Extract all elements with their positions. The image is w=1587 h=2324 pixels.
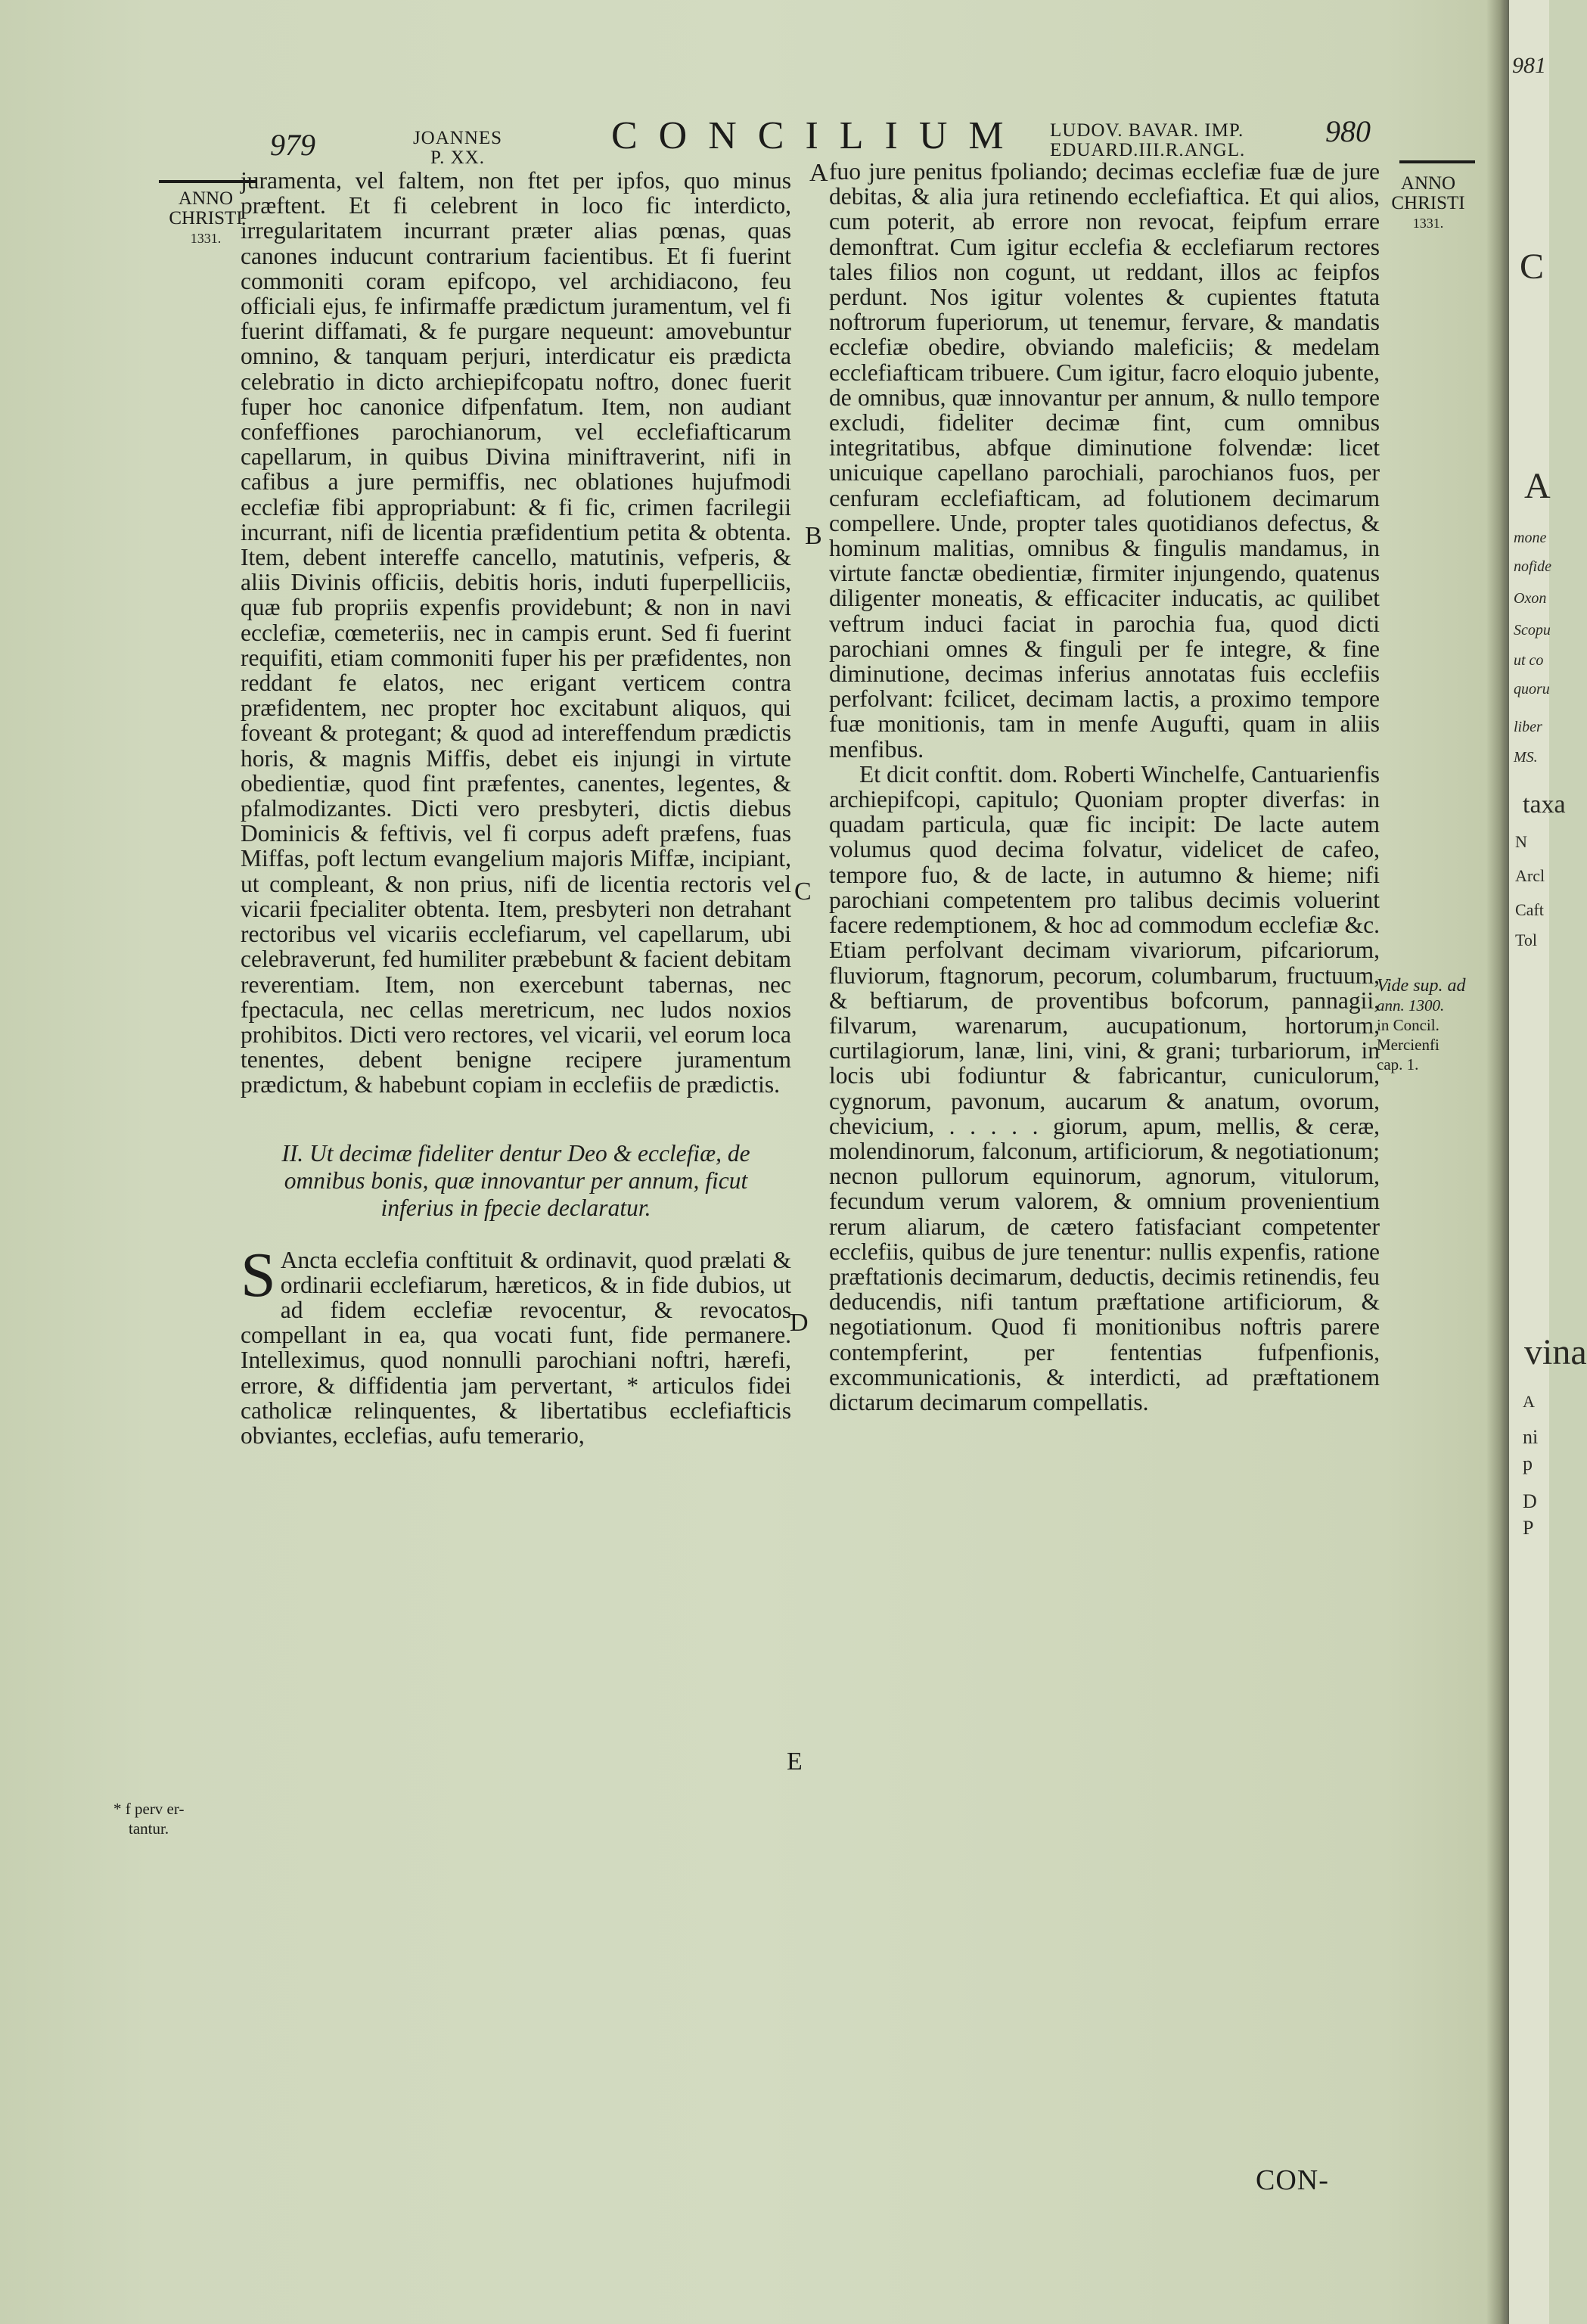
- margin-line: in Concil.: [1377, 1016, 1439, 1034]
- facing-fragment: C: [1520, 247, 1545, 287]
- facing-page-number: 981: [1512, 53, 1546, 78]
- margin-line: ANNO: [1400, 173, 1456, 194]
- facing-fragment: nofide: [1514, 558, 1551, 575]
- running-head-line: LUDOV. BAVAR. IMP.: [1050, 120, 1244, 141]
- page-gutter-shadow: [1486, 0, 1509, 2324]
- facing-page-fragment: [1509, 0, 1587, 2324]
- facing-fragment: vina: [1524, 1332, 1587, 1372]
- right-text-column: [829, 159, 1380, 1415]
- margin-line: cap. 1.: [1377, 1055, 1419, 1073]
- margin-line: 1331.: [1412, 216, 1444, 231]
- facing-fragment: Arcl: [1515, 866, 1545, 885]
- margin-line: Vide sup. ad: [1377, 976, 1466, 996]
- right-reference-note: [1377, 976, 1490, 1074]
- right-paragraph-2: Et dicit conftit. dom. Roberti Winchelfe, Cantuarienfis archiepifcopi, capitulo; Quoniam propter diverfas: in quadam particula, quæ fic incipit: De lacte autem volumus quod decima folvatur, videlicet de cafeo, tempore fuo, & de lacte, in autumno & hieme; nifi parochiani competentem pro talibus decimis voluerint facere redemptionem, & hoc ad commodum ecclefiæ &c. Etiam perfolvant decimam vivariorum, pifcariorum, fluviorum, ftagnorum, pecorum, columbarum, fructuum, & beftiarum, de proventibus bofcorum, pannagii, filvarum, warenarum, aucupationum, hortorum, curtilagiorum, lanæ, lini, vini, & grani; turbariorum, in locis ubi fodiuntur & fabricantur, cuniculorum, cygnorum, pavonum, aucarum & anatum, ovorum, chevicium, . . . . . giorum, apum, mellis, & ceræ, molendinorum, falconum, artificiorum, & negotiationum; necnon pullorum equinorum, agnorum, vitulorum, fecundum verum valorem, & omnium provenientium rerum aliarum, de cætero fatisfaciant competenter ecclefiis, quibus de jure tenentur: nullis expenfis, ratione præftationis decimarum, deductis, decimis retinendis, feu deducendis, nifi tantum præftatione artificiorum, & negotiationum. Quod fi monitionibus noftris parere contempferint, per fententias fufpenfionis, excommunicationis, & interdicti, ad præftationem dictarum decimarum compellatis.: [829, 760, 1380, 1415]
- facing-fragment: Caft: [1515, 900, 1544, 919]
- section-letter-b: B: [805, 522, 822, 550]
- margin-line: * f perv er-: [113, 1800, 185, 1818]
- margin-line: CHRISTI: [169, 208, 243, 228]
- facing-fragment: mone: [1514, 530, 1547, 546]
- margin-line: Mercienfi: [1377, 1036, 1439, 1054]
- margin-line: tantur.: [129, 1819, 169, 1838]
- left-year-note: [160, 189, 251, 248]
- left-text-column: [241, 168, 791, 1448]
- left-paragraph-2: [241, 1239, 791, 1449]
- right-rule: [1399, 160, 1475, 163]
- facing-fragment: MS.: [1514, 749, 1538, 766]
- running-head-line: P. XX.: [430, 148, 485, 168]
- running-head-line: EDUARD.III.R.ANGL.: [1050, 140, 1246, 160]
- right-paragraph-1: fuo jure penitus fpoliando; decimas ecclefiæ fuæ de jure debitas, & alia jura retinendo ecclefiaftica. Et qui alios, cum poterit, ab errore non revocat, feipfum errare demonftrat. Cum igitur ecclefia & ecclefiarum rectores tales filios non cogunt, ut reddant, illos ac feipfos perdunt. Nos igitur volentes & cupientes ftatuta noftrorum fuperiorum, ut tenemur, fervare, & mandatis ecclefiæ obedire, obviando maleficiis; & medelam ecclefiafticam tribuere. Cum igitur, facro eloquio jubente, de omnibus, quæ innovantur per annum, & nullo tempore excludi, fideliter decimæ fint, cum omnibus integritatibus, abfque diminutione folvendæ: licet unicuique capellano parochiali, parochianos fuos, per cenfuram ecclefiafticam, ad folutionem decimarum compellere. Unde, propter tales quotidianos defectus, & hominum malitias, omnibus & fingulis mandamus, in virtute fanctæ obedientiæ, firmiter injungendo, quatenus diligenter moneatis, & efficaciter inducatis, ac quilibet veftrum induci faciat in parochia fua, quod dicti parochiani omnes & finguli per fe integre, & fine diminutione, decimas inferius annotatas fuis ecclefiis perfolvant: fcilicet, decimam lactis, a proximo tempore fuæ monitionis, tam in menfe Augufti, quam in aliis menfibus.: [829, 158, 1380, 763]
- margin-line: 1331.: [190, 231, 222, 246]
- margin-line: CHRISTI: [1391, 193, 1465, 213]
- left-variant-note: [113, 1799, 234, 1838]
- running-head-line: JOANNES: [412, 128, 503, 148]
- right-running-head: [1050, 121, 1292, 160]
- right-page-number: 980: [1325, 114, 1371, 148]
- left-paragraph-2-text: Ancta ecclefia conftituit & ordinavit, quod prælati & ordinarii ecclefiarum, hæreticos, & in fide dubios, ut ad fidem ecclefiæ revocentur, & revocatos compellant in ea, qua vocati funt, fide permanere. Intelleximus, quod nonnulli parochiani noftri, hærefi, errore, & diffidentia jam pervertant, * articulos fidei catholicæ relinquentes, & libertatibus ecclefiafticis obviantes, ecclefias, aufu temerario,: [241, 1246, 791, 1449]
- facing-fragment: Tol: [1515, 931, 1538, 949]
- facing-fragment: N: [1515, 832, 1527, 851]
- section-letter-a: A: [809, 159, 828, 187]
- drop-cap: S: [241, 1239, 276, 1310]
- section-heading: II. Ut decimæ fideliter dentur Deo & ecclefiæ, de omnibus bonis, quæ innovantur per annum, ficut inferius in fpecie declaratur.: [281, 1139, 750, 1221]
- margin-line: ann. 1300.: [1377, 996, 1445, 1014]
- margin-line: ANNO: [178, 188, 234, 209]
- facing-fragment: A: [1524, 466, 1551, 506]
- facing-fragment: Scopu: [1514, 622, 1551, 638]
- facing-fragment: P: [1523, 1517, 1534, 1539]
- facing-fragment: A: [1523, 1392, 1535, 1411]
- facing-fragment: D: [1523, 1490, 1537, 1512]
- facing-fragment: liber: [1514, 719, 1542, 735]
- section-letter-e: E: [787, 1748, 803, 1776]
- page-title: CONCILIUM: [611, 114, 1025, 157]
- catchword: CON-: [1256, 2164, 1329, 2196]
- facing-fragment: ni: [1523, 1426, 1539, 1448]
- section-letter-c: C: [794, 878, 812, 906]
- section-letter-d: D: [790, 1309, 809, 1337]
- left-running-head: [401, 129, 514, 168]
- facing-fragment: ut co: [1514, 652, 1544, 669]
- facing-fragment: Oxon: [1514, 590, 1547, 607]
- left-page-number: 979: [270, 128, 315, 162]
- facing-fragment: taxa: [1523, 791, 1566, 819]
- facing-fragment: p: [1523, 1452, 1533, 1474]
- right-year-note: [1383, 174, 1474, 233]
- left-paragraph-1: juramenta, vel faltem, non ftet per ipfos, quo minus præftent. Et fi celebrent in loco fic interdicto, irregularitatem incurrant præter alias pœnas, quas canones inducunt contrarium facientibus. Et fi fuerint commoniti coram epifcopo, vel archidiacono, feu officiali ejus, fe infirmaffe prædictum juramentum, vel fi fuerint diffamati, & fe purgare nequeunt: amovebuntur omnino, & tanquam perjuri, interdicatur eis prædicta celebratio in dicto archiepifcopatu noftro, donec fuerit fuper hoc canonice difpenfatum. Item, non audiant confeffiones parochianorum, vel ecclefiafticarum capellarum, in quibus Divina miniftraverint, nifi in cafibus a jure permiffis, nec oblationes hujufmodi ecclefiæ fibi appropriabunt: & fi fic, crimen facrilegii incurrant, nifi de licentia præfidentium petita & obtenta. Item, debent intereffe cancello, matutinis, vefperis, & aliis Divinis officiis, debitis horis, induti fuperpelliciis, quæ fub propriis expenfis providebunt; & non in navi ecclefiæ, cœmeteriis, nec in campis erunt. Sed fi fuerint requifiti, etiam commoniti fuper his per præfidentes, non reddant fe elatos, nec erigant verticem contra præfidentem, nec propter hoc excitabunt aliquos, qui foveant & protegant; & quod ad intereffendum prædictis horis, & magnis Miffis, debet eis injungi in virtute obedientiæ, quod fint præfentes, canentes, legentes, & pfalmodizantes. Dicti vero presbyteri, dictis diebus Dominicis & feftivis, vel fi corpus adeft præfens, fuas Miffas, poft lectum evangelium majoris Miffæ, incipiant, ut compleant, & non prius, nifi de licentia rectoris vel vicarii fpecialiter obtenta. Item, presbyteri non detrahant rectoribus vel vicariis ecclefiarum, vel capellarum, ubi celebraverunt, fed humiliter præbebunt & facient debitam reverentiam. Item, non exercebunt tabernas, nec fpectacula, nec cellas meretricum, nec ludos noxios prohibitos. Dicti vero rectores, vel vicarii, vel eorum loca tenentes, debent benigne recipere juramentum prædictum, & habebunt copiam in ecclefiis de prædictis.: [241, 167, 791, 1098]
- facing-fragment: quoru: [1514, 681, 1550, 698]
